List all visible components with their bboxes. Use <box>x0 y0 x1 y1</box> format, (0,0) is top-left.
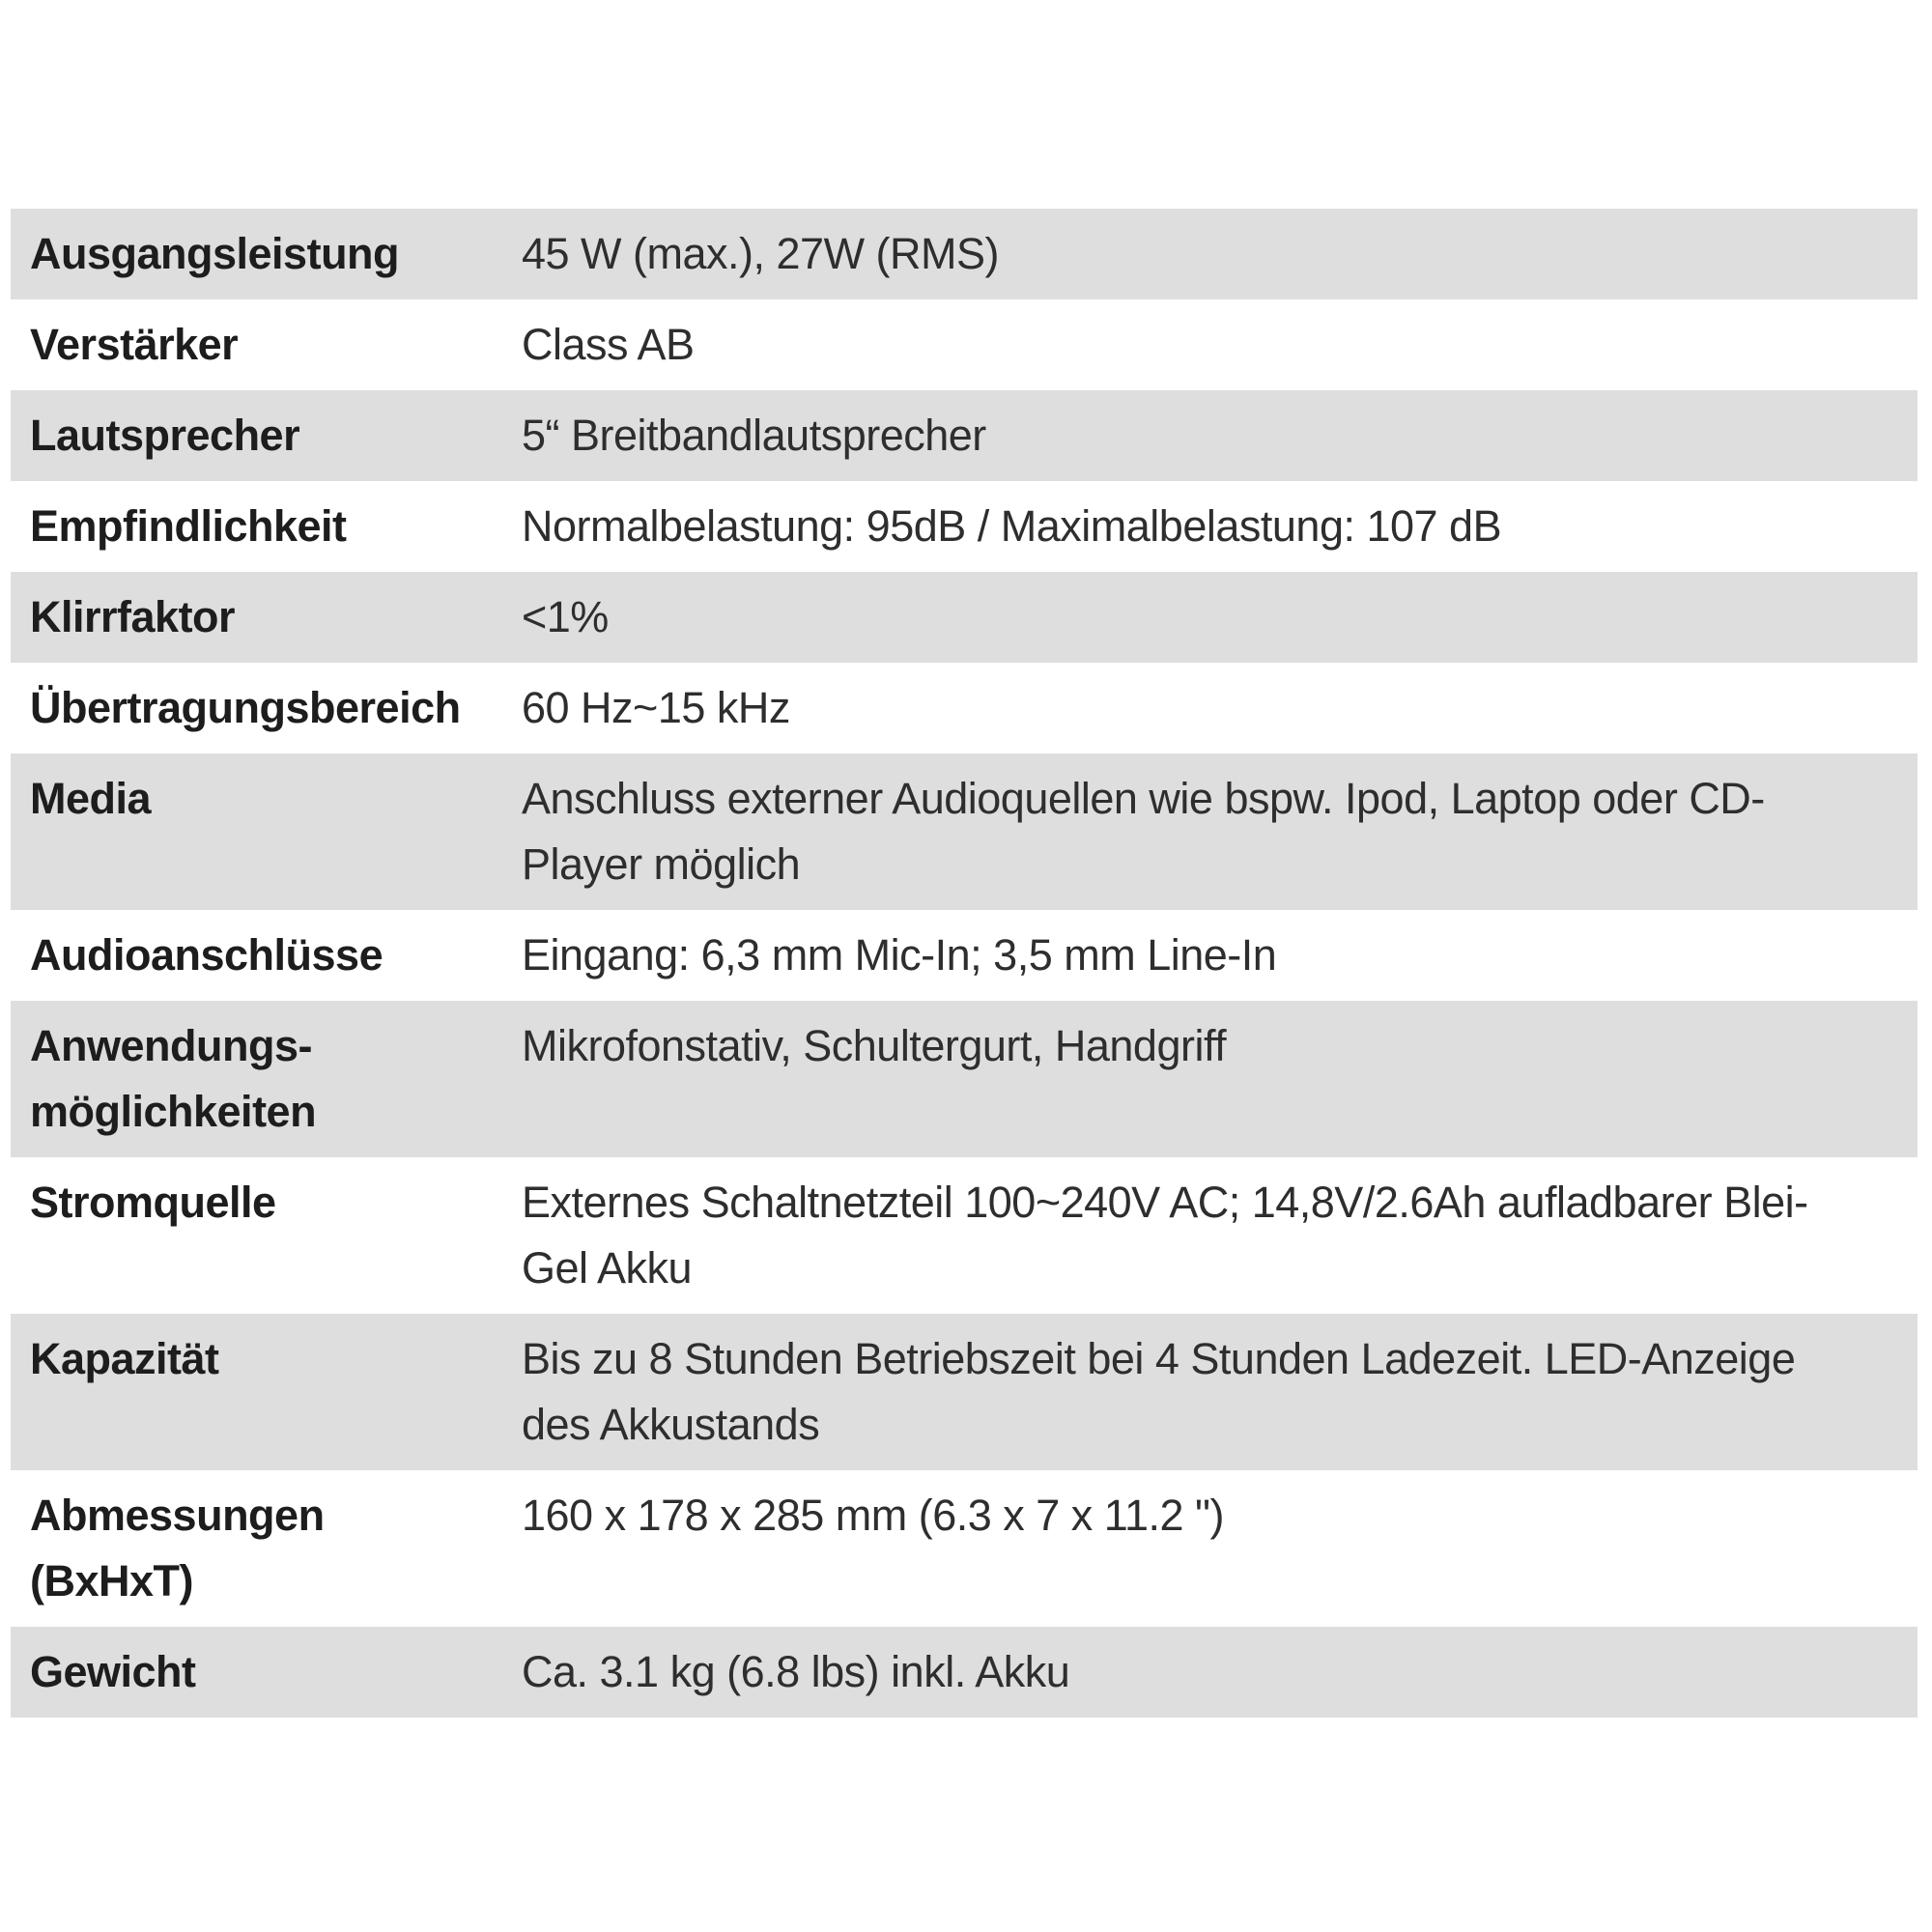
spec-label-line: Kapazität <box>30 1334 219 1383</box>
spec-label-line: Abmessungen <box>30 1491 325 1540</box>
table-row <box>11 1470 1918 1627</box>
spec-value-line: Mikrofonstativ, Schultergurt, Handgriff <box>522 1021 1227 1070</box>
spec-label-line: Ausgangsleistung <box>30 229 400 278</box>
spec-value-line: 45 W (max.), 27W (RMS) <box>522 229 1000 278</box>
spec-label-line: Gewicht <box>30 1647 196 1696</box>
spec-label-cell <box>11 1170 522 1301</box>
spec-label-line: Stromquelle <box>30 1178 276 1227</box>
spec-label-cell <box>11 494 522 559</box>
spec-value-cell <box>522 766 1918 897</box>
spec-value-cell <box>522 1013 1918 1145</box>
spec-label-line: Verstärker <box>30 320 239 369</box>
spec-value-cell <box>522 1326 1918 1458</box>
spec-label-cell <box>11 1326 522 1458</box>
spec-value-line: des Akkustands <box>522 1400 820 1449</box>
spec-label-line: Media <box>30 774 152 823</box>
spec-label-line: Anwendungs- <box>30 1021 312 1070</box>
spec-value-line: Class AB <box>522 320 695 369</box>
spec-value-line: 5“ Breitbandlautsprecher <box>522 411 986 460</box>
spec-value-line: Player möglich <box>522 839 801 889</box>
spec-value-line: Normalbelastung: 95dB / Maximalbelastung: 107 dB <box>522 501 1502 551</box>
spec-value-line: Anschluss externer Audioquellen wie bspw. Ipod, Laptop oder CD- <box>522 774 1765 823</box>
spec-value-line: Externes Schaltnetzteil 100~240V AC; 14,8V/2.6Ah aufladbarer Blei- <box>522 1178 1808 1227</box>
table-row <box>11 572 1918 663</box>
spec-value-line: 160 x 178 x 285 mm (6.3 x 7 x 11.2 ") <box>522 1491 1225 1540</box>
spec-label-line: Audioanschlüsse <box>30 930 384 980</box>
spec-label-line: Lautsprecher <box>30 411 300 460</box>
table-row <box>11 1314 1918 1470</box>
spec-label-cell <box>11 675 522 741</box>
table-row <box>11 481 1918 572</box>
spec-value-line: Eingang: 6,3 mm Mic-In; 3,5 mm Line-In <box>522 930 1277 980</box>
spec-table <box>11 209 1918 1718</box>
spec-label-cell <box>11 1639 522 1705</box>
spec-value-cell <box>522 221 1918 287</box>
spec-label-line: Klirrfaktor <box>30 592 236 641</box>
spec-value-cell <box>522 403 1918 469</box>
spec-label-line: möglichkeiten <box>30 1087 317 1136</box>
spec-label-cell <box>11 403 522 469</box>
table-row <box>11 1157 1918 1314</box>
spec-value-cell <box>522 1639 1918 1705</box>
spec-label-cell <box>11 1483 522 1614</box>
table-row <box>11 910 1918 1001</box>
spec-label-cell <box>11 1013 522 1145</box>
spec-value-cell <box>522 312 1918 378</box>
spec-value-line: Gel Akku <box>522 1243 693 1293</box>
spec-value-cell <box>522 494 1918 559</box>
spec-label-cell <box>11 221 522 287</box>
spec-label-line: Übertragungsbereich <box>30 683 461 732</box>
spec-value-line: 60 Hz~15 kHz <box>522 683 790 732</box>
spec-value-cell <box>522 584 1918 650</box>
spec-label-line: (BxHxT) <box>30 1556 194 1605</box>
spec-label-line: Empfindlichkeit <box>30 501 347 551</box>
table-row <box>11 299 1918 390</box>
spec-value-cell <box>522 675 1918 741</box>
spec-label-cell <box>11 766 522 897</box>
table-row <box>11 753 1918 910</box>
table-row <box>11 663 1918 753</box>
spec-label-cell <box>11 584 522 650</box>
spec-label-cell <box>11 923 522 988</box>
spec-value-line: Ca. 3.1 kg (6.8 lbs) inkl. Akku <box>522 1647 1070 1696</box>
table-row <box>11 390 1918 481</box>
spec-value-line: <1% <box>522 592 609 641</box>
spec-label-cell <box>11 312 522 378</box>
table-row <box>11 1001 1918 1157</box>
spec-value-cell <box>522 1170 1918 1301</box>
table-row <box>11 209 1918 299</box>
spec-value-cell <box>522 923 1918 988</box>
spec-value-cell <box>522 1483 1918 1614</box>
spec-value-line: Bis zu 8 Stunden Betriebszeit bei 4 Stunden Ladezeit. LED-Anzeige <box>522 1334 1796 1383</box>
table-row <box>11 1627 1918 1718</box>
